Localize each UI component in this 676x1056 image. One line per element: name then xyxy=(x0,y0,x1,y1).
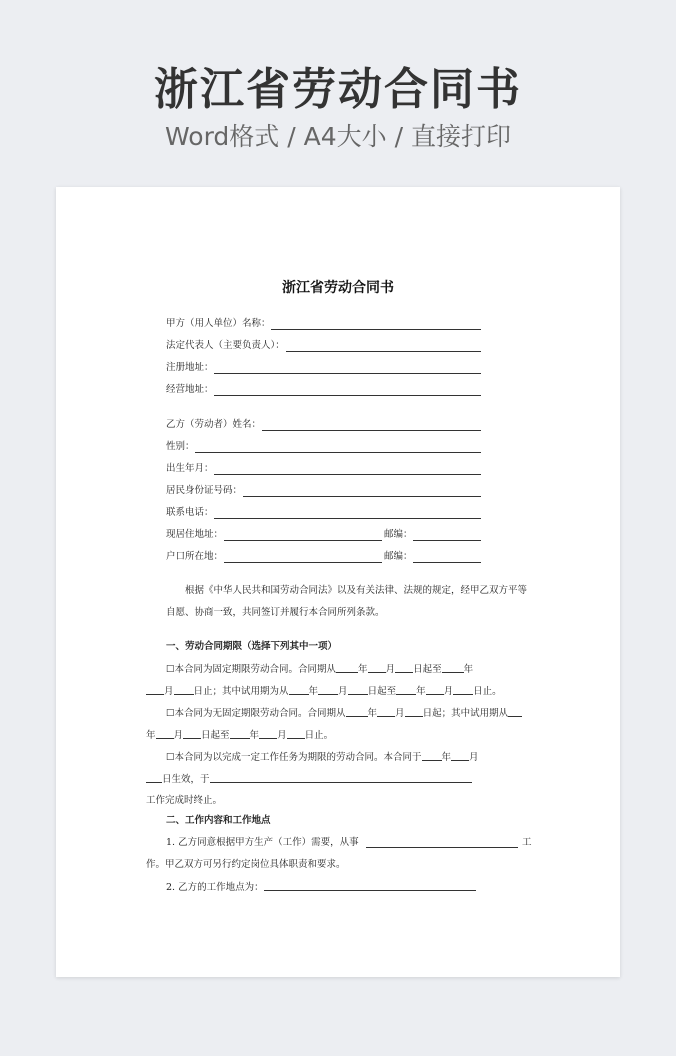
option1-prefix: ☐本合同为固定期限劳动合同。合同期从 xyxy=(166,664,337,675)
option1-line2 xyxy=(146,684,502,699)
option3-day-blank[interactable] xyxy=(146,772,162,783)
option3-prefix: ☐本合同为以完成一定工作任务为期限的劳动合同。本合同于 xyxy=(166,752,422,763)
option2-trial-start-year-blank[interactable] xyxy=(508,706,522,717)
party-b-phone-field[interactable] xyxy=(214,518,481,519)
section2-item1-prefix: 1. 乙方同意根据甲方生产（工作）需要，从事 xyxy=(166,837,359,848)
option2-trial-year-unit: 年 xyxy=(146,730,156,741)
option1-month-unit: 月 xyxy=(385,664,396,675)
option1-trial-end-year-unit: 年 xyxy=(416,686,426,697)
option3-year-unit: 年 xyxy=(441,752,452,763)
party-a-biz-addr-field[interactable] xyxy=(214,395,481,396)
option2-month-unit: 月 xyxy=(395,708,405,719)
party-b-id-row xyxy=(166,484,482,498)
party-b-address-field[interactable] xyxy=(224,540,382,541)
option2-trial-mid: 日起至 xyxy=(201,730,230,741)
party-a-name-field[interactable] xyxy=(271,329,481,330)
party-b-hukou-postcode-field[interactable] xyxy=(413,562,481,563)
party-a-reg-addr-label: 注册地址： xyxy=(166,362,214,373)
option3-month-blank[interactable] xyxy=(451,750,469,761)
option1-day-end-sentence: 日止；其中试用期为从 xyxy=(193,686,289,697)
party-b-name-label: 乙方（劳动者）姓名： xyxy=(166,419,262,430)
option1-trial-end-day-blank[interactable] xyxy=(453,684,473,695)
party-b-birth-row xyxy=(166,462,482,476)
option2-trial-end-month-blank[interactable] xyxy=(259,728,277,739)
party-b-birth-label: 出生年月： xyxy=(166,463,214,474)
party-b-address-postcode-label: 邮编： xyxy=(384,529,413,540)
option2-line2 xyxy=(146,728,333,743)
party-b-birth-field[interactable] xyxy=(214,474,481,475)
option1-end-day-blank[interactable] xyxy=(174,684,194,695)
option2-trial-end-year-unit: 年 xyxy=(249,730,260,741)
party-a-biz-addr-label: 经营地址： xyxy=(166,384,214,395)
party-a-rep-field[interactable] xyxy=(286,351,481,352)
option1-end-month-unit: 月 xyxy=(164,686,174,697)
option2-start-day-blank[interactable] xyxy=(405,706,423,717)
contract-page xyxy=(56,187,620,977)
option3-month-unit: 月 xyxy=(469,752,479,763)
option1-trial-start-day-blank[interactable] xyxy=(348,684,368,695)
party-b-hukou-postcode-label: 邮编： xyxy=(384,551,413,562)
option1-end-year-unit: 年 xyxy=(463,664,474,675)
intro-paragraph: 根据《中华人民共和国劳动合同法》以及有关法律、法规的规定，经甲乙双方平等自愿、协商一致，共同签订并履行本合同所列条款。 xyxy=(166,585,528,618)
option1-trial-mid: 日起至 xyxy=(367,686,397,697)
option3-task-blank[interactable] xyxy=(210,772,472,783)
party-b-name-field[interactable] xyxy=(262,430,481,431)
option2-start-month-blank[interactable] xyxy=(377,706,395,717)
option1-trial-start-year-blank[interactable] xyxy=(289,684,309,695)
section2-item2 xyxy=(166,880,476,895)
party-a-reg-addr-field[interactable] xyxy=(214,373,481,374)
option1-line1 xyxy=(166,662,473,677)
option3-line1 xyxy=(166,750,479,765)
option1-start-mid: 日起至 xyxy=(413,664,442,675)
option1-trial-start-month-blank[interactable] xyxy=(318,684,338,695)
party-b-phone-row xyxy=(166,506,482,520)
party-b-address-label: 现居住地址： xyxy=(166,529,224,540)
section1-heading: 一、劳动合同期限（选择下列其中一项） xyxy=(166,641,338,652)
section2-item2-prefix: 2. 乙方的工作地点为： xyxy=(166,882,264,893)
party-b-gender-label: 性别： xyxy=(166,441,195,452)
option2-trial-start-month-blank[interactable] xyxy=(156,728,174,739)
option2-trial-month-unit: 月 xyxy=(173,730,184,741)
option3-end: 工作完成时终止。 xyxy=(146,795,223,806)
option1-start-month-blank[interactable] xyxy=(368,662,386,673)
option1-end: 日止。 xyxy=(473,686,502,697)
party-b-hukou-row xyxy=(166,550,482,564)
option1-trial-year-unit: 年 xyxy=(308,686,319,697)
option2-trial-start-day-blank[interactable] xyxy=(183,728,201,739)
document-title: 浙江省劳动合同书 xyxy=(282,280,394,296)
option2-trial-end-day-blank[interactable] xyxy=(287,728,305,739)
option2-start: 日起；其中试用期从 xyxy=(422,708,509,719)
party-b-gender-row xyxy=(166,440,482,454)
option2-year-unit: 年 xyxy=(367,708,378,719)
party-b-phone-label: 联系电话： xyxy=(166,507,214,518)
option1-trial-end-year-blank[interactable] xyxy=(396,684,416,695)
party-b-address-postcode-field[interactable] xyxy=(413,540,481,541)
option1-start-year-blank[interactable] xyxy=(336,662,358,673)
party-b-id-field[interactable] xyxy=(243,496,481,497)
option2-trial-end-month-unit: 月 xyxy=(277,730,287,741)
option1-end-year-blank[interactable] xyxy=(442,662,464,673)
option3-effective: 日生效，于 xyxy=(162,774,210,785)
option1-trial-month-unit: 月 xyxy=(338,686,348,697)
section2-item1-job-blank[interactable] xyxy=(366,837,518,848)
option2-end: 日止。 xyxy=(304,730,334,741)
party-b-address-row xyxy=(166,528,482,542)
party-a-name-row xyxy=(166,317,482,331)
option2-start-year-blank[interactable] xyxy=(346,706,368,717)
section2-heading: 二、工作内容和工作地点 xyxy=(166,815,271,826)
option2-trial-end-year-blank[interactable] xyxy=(230,728,250,739)
option1-end-month-blank[interactable] xyxy=(146,684,164,695)
section2-item1-line1 xyxy=(166,836,359,850)
party-a-biz-addr-row xyxy=(166,383,482,397)
section2-item1-tail: 工 xyxy=(522,837,532,848)
option2-line1 xyxy=(166,706,522,721)
party-b-hukou-field[interactable] xyxy=(224,562,382,563)
party-b-id-label: 居民身份证号码： xyxy=(166,485,243,496)
banner-subtitle: Word格式 / A4大小 / 直接打印 xyxy=(165,122,511,151)
option1-year-unit: 年 xyxy=(358,664,368,675)
party-a-rep-row xyxy=(166,339,482,353)
party-a-rep-label: 法定代表人（主要负责人）： xyxy=(166,340,285,351)
option1-start-day-blank[interactable] xyxy=(395,662,413,673)
party-b-gender-field[interactable] xyxy=(195,452,481,453)
option2-prefix: ☐本合同为无固定期限劳动合同。合同期从 xyxy=(166,708,346,719)
option3-line2 xyxy=(146,772,472,787)
option1-trial-end-month-blank[interactable] xyxy=(426,684,444,695)
option3-year-blank[interactable] xyxy=(422,750,442,761)
party-a-name-label: 甲方（用人单位）名称： xyxy=(166,318,271,329)
section2-item2-location-blank[interactable] xyxy=(264,880,476,891)
banner-title: 浙江省劳动合同书 xyxy=(154,64,522,115)
option1-trial-end-month-unit: 月 xyxy=(443,686,454,697)
party-a-reg-addr-row xyxy=(166,361,482,375)
section2-item1-cont: 作。甲乙双方可另行约定岗位具体职责和要求。 xyxy=(146,859,346,870)
party-b-name-row xyxy=(166,418,482,432)
party-b-hukou-label: 户口所在地： xyxy=(166,551,224,562)
